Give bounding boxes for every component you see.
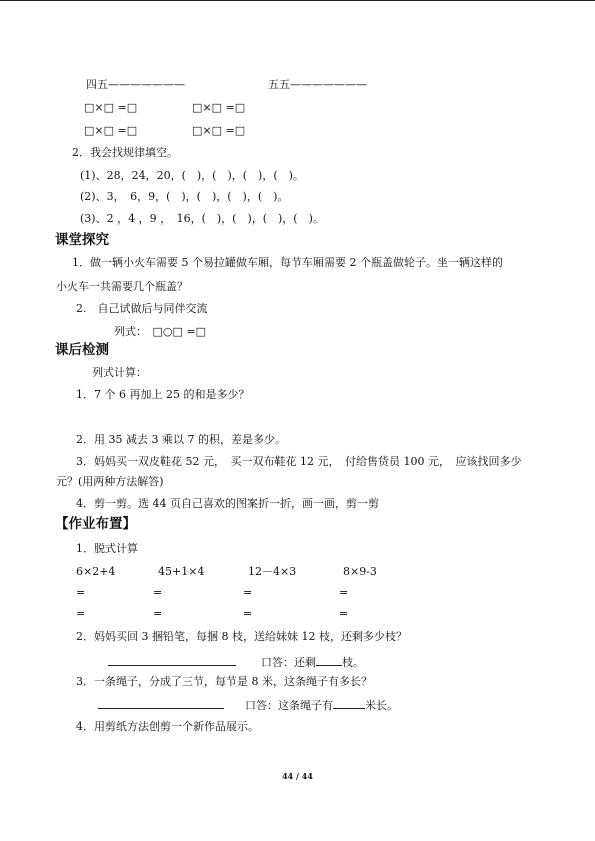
eq-3b: = <box>243 607 253 620</box>
expr-4: 8×9-3 <box>343 565 377 578</box>
check-q1: 1．7 个 6 再加上 25 的和是多少？ <box>76 388 250 401</box>
homework-q3: 3．一条绳子，分成了三节，每节是 8 米，这条绳子有多长？ <box>76 675 372 688</box>
homework-a2-suffix: 枝。 <box>342 656 364 669</box>
answer-fill-3[interactable] <box>333 697 365 709</box>
eq-2a: = <box>153 586 163 599</box>
check-heading: 课后检测 <box>55 342 109 358</box>
homework-a3-prefix: 口答：这条绳子有 <box>245 699 333 712</box>
eq-3a: = <box>243 586 253 599</box>
header-left: 四五——————— <box>86 78 185 91</box>
box-row-1-left: □×□ =□ <box>84 101 138 114</box>
homework-a2-prefix: 口答：还剩 <box>261 656 316 669</box>
expr-1: 6×2+4 <box>76 565 116 578</box>
check-q4: 4．剪一剪。选 44 页自己喜欢的图案折一折，画一画，剪一剪 <box>76 497 379 510</box>
homework-q4: 4．用剪纸方法创剪一个新作品展示。 <box>76 720 259 733</box>
eq-2b: = <box>153 607 163 620</box>
check-q3-line1: 3．妈妈买一双皮鞋花 52 元， 买一双布鞋花 12 元， 付给售货员 100 元， 应该找回多少 <box>76 455 522 468</box>
answer-blank-2[interactable] <box>108 654 236 666</box>
homework-a3-suffix: 米长。 <box>365 699 398 712</box>
pattern-line-3: (3)、2 ，4 ，9 ， 16，( )，( )，( )，( )。 <box>80 212 324 225</box>
check-q2: 2．用 35 减去 3 乘以 7 的积，差是多少。 <box>76 433 286 446</box>
eq-1a: = <box>76 586 86 599</box>
box-row-2-right: □×□ =□ <box>192 124 246 137</box>
page-number: 44 / 44 <box>282 771 313 781</box>
explore-p2: 2. 自己试做后与同伴交流 <box>76 302 208 315</box>
eq-1b: = <box>76 607 86 620</box>
eq-4a: = <box>339 586 349 599</box>
homework-a3-line <box>98 697 398 713</box>
homework-a2-line <box>108 654 364 670</box>
check-q3-line2: 元？(用两种方法解答) <box>56 475 164 488</box>
homework-task-1: 1．脱式计算 <box>76 542 138 555</box>
expr-2: 45+1×4 <box>158 565 205 578</box>
pattern-line-2: (2)、3， 6，9，( )，( )，( )，( )。 <box>80 190 289 203</box>
explore-formula: 列式： □○□ =□ <box>114 325 206 338</box>
answer-blank-3[interactable] <box>98 697 224 709</box>
eq-4b: = <box>339 607 349 620</box>
explore-heading: 课堂探究 <box>55 232 109 248</box>
check-subtitle: 列式计算： <box>92 366 147 379</box>
header-right: 五五——————— <box>268 78 367 91</box>
box-row-2-left: □×□ =□ <box>84 124 138 137</box>
explore-p1-line1: 1．做一辆小火车需要 5 个易拉罐做车厢，每节车厢需要 2 个瓶盖做轮子。坐一辆这样的 <box>72 256 503 269</box>
answer-fill-2[interactable] <box>316 654 342 666</box>
expr-3: 12－4×3 <box>248 565 297 578</box>
homework-q2: 2．妈妈买回 3 捆铅笔，每捆 8 枝，送给妹妹 12 枝，还剩多少枝？ <box>76 630 407 643</box>
top-rule <box>0 0 595 1</box>
pattern-title: 2．我会找规律填空。 <box>72 146 178 159</box>
homework-heading: 【作业布置】 <box>55 516 136 532</box>
box-row-1-right: □×□ =□ <box>192 101 246 114</box>
explore-p1-line2: 小火车一共需要几个瓶盖？ <box>56 280 188 293</box>
pattern-line-1: (1)、28，24，20，( )，( )，( )，( )。 <box>80 169 304 182</box>
